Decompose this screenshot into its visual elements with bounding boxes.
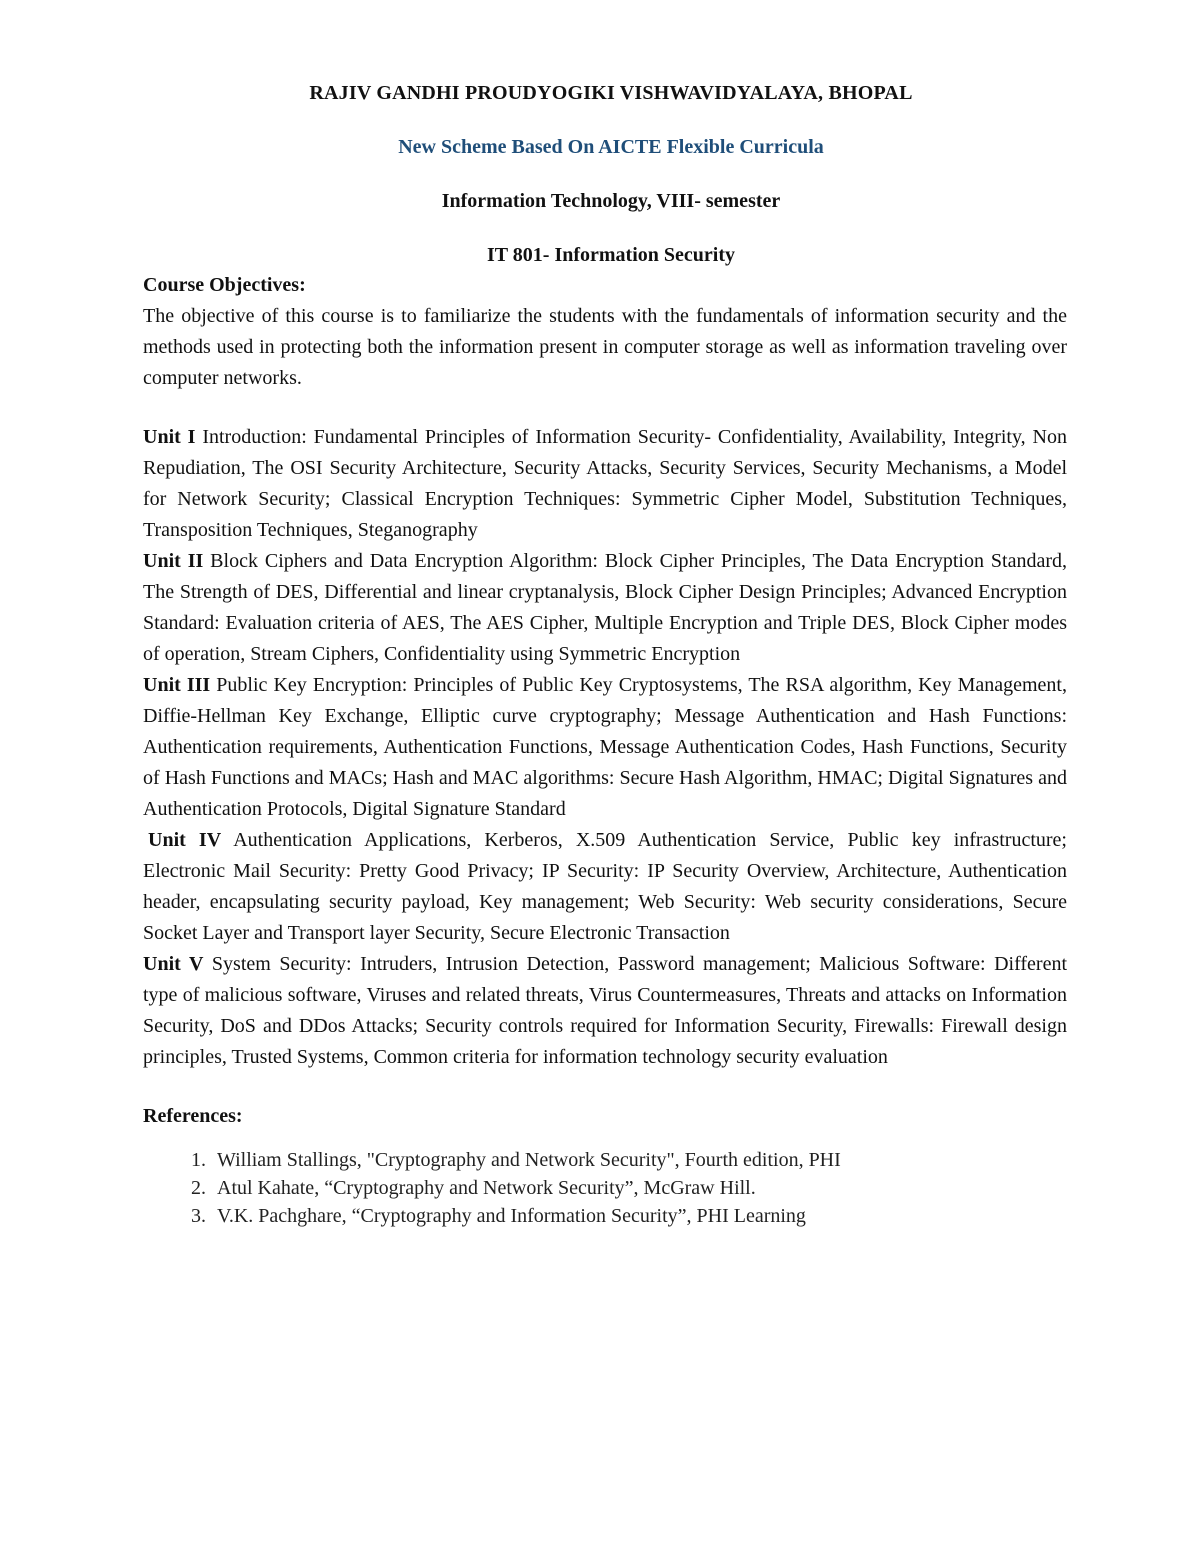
reference-item: 3. V.K. Pachghare, “Cryptography and Information Security”, PHI Learning <box>211 1202 1067 1230</box>
reference-item: 1. William Stallings, "Cryptography and Network Security", Fourth edition, PHI <box>211 1146 1067 1174</box>
unit-4-text: Authentication Applications, Kerberos, X.509 Authentication Service, Public key infrastructure; Electronic Mail Security: Pretty Good Privacy; IP Security: IP Security Overview, Architecture, Authentication header, encapsulating security payload, Key management; Web Security: Web security considerations, Secure Socket Layer and Transport layer Security, Secure Electronic Transaction <box>143 829 1067 944</box>
syllabus-page <box>143 78 1067 1230</box>
unit-1-label: Unit I <box>143 426 196 448</box>
unit-5-paragraph <box>143 949 1067 1073</box>
unit-4-paragraph <box>143 825 1067 949</box>
unit-1-paragraph <box>143 422 1067 546</box>
unit-4-label: Unit IV <box>148 829 222 851</box>
university-title: RAJIV GANDHI PROUDYOGIKI VISHWAVIDYALAYA, BHOPAL <box>309 82 913 104</box>
unit-2-label: Unit II <box>143 550 204 572</box>
unit-1-text: Introduction: Fundamental Principles of Information Security- Confidentiality, Availability, Integrity, Non Repudiation, The OSI Security Architecture, Security Attacks, Security Services, Security Mechanisms, a Model for Network Security; Classical Encryption Techniques: Symmetric Cipher Model, Substitution Techniques, Transposition Techniques, Steganography <box>143 426 1067 541</box>
unit-5-label: Unit V <box>143 953 204 975</box>
program-heading: Information Technology, VIII- semester <box>441 190 781 212</box>
unit-2-text: Block Ciphers and Data Encryption Algorithm: Block Cipher Principles, The Data Encryption Standard, The Strength of DES, Differential and linear cryptanalysis, Block Cipher Design Principles; Advanced Encryption Standard: Evaluation criteria of AES, The AES Cipher, Multiple Encryption and Triple DES, Block Cipher modes of operation, Stream Ciphers, Confidentiality using Symmetric Encryption <box>143 550 1067 665</box>
unit-3-paragraph <box>143 670 1067 825</box>
unit-2-paragraph <box>143 546 1067 670</box>
objectives-text: The objective of this course is to familiarize the students with the fundamentals of information security and the methods used in protecting both the information present in computer storage as well as information traveling over computer networks. <box>143 305 1067 389</box>
references-list <box>143 1146 1067 1230</box>
unit-5-text: System Security: Intruders, Intrusion Detection, Password management; Malicious Software: Different type of malicious software, Viruses and related threats, Virus Countermeasures, Threats and attacks on Information Security, DoS and DDos Attacks; Security controls required for Information Security, Firewalls: Firewall design principles, Trusted Systems, Common criteria for information technology security evaluation <box>143 953 1068 1068</box>
unit-3-label: Unit III <box>143 674 211 696</box>
objectives-label: Course Objectives: <box>143 274 306 296</box>
references-label: References: <box>143 1105 243 1127</box>
scheme-subtitle: New Scheme Based On AICTE Flexible Curricula <box>398 136 824 158</box>
unit-3-text: Public Key Encryption: Principles of Public Key Cryptosystems, The RSA algorithm, Key Management, Diffie-Hellman Key Exchange, Elliptic curve cryptography; Message Authentication and Hash Functions: Authentication requirements, Authentication Functions, Message Authentication Codes, Hash Functions, Security of Hash Functions and MACs; Hash and MAC algorithms: Secure Hash Algorithm, HMAC; Digital Signatures and Authentication Protocols, Digital Signature Standard <box>143 674 1067 820</box>
course-title: IT 801- Information Security <box>487 244 735 266</box>
reference-item: 2. Atul Kahate, “Cryptography and Network Security”, McGraw Hill. <box>211 1174 1067 1202</box>
